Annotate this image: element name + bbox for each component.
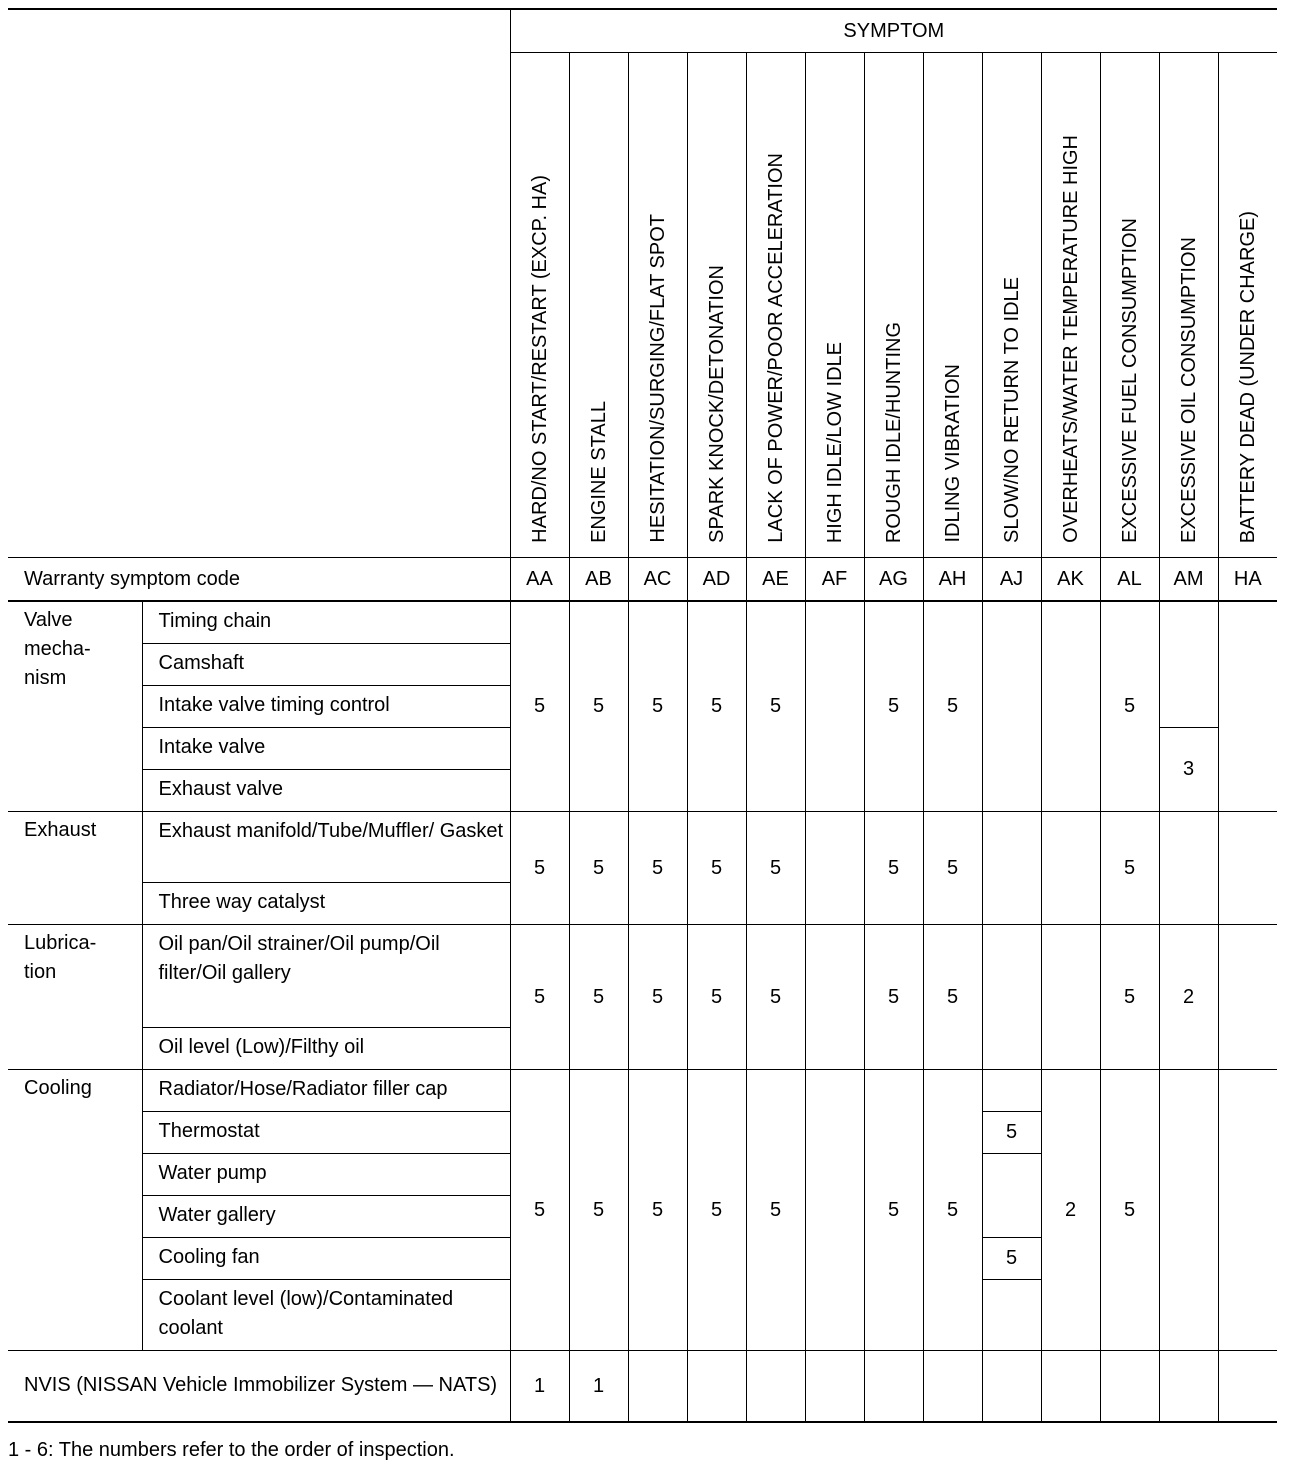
code-cell: AK	[1041, 558, 1100, 602]
column-header: LACK OF POWER/POOR ACCELERATION	[764, 153, 787, 543]
value-cell-empty	[982, 1153, 1041, 1237]
item-coolant-level: Coolant level (low)/Contaminated coolant	[142, 1279, 510, 1350]
value-cell: 5	[628, 601, 687, 811]
value-cell	[1041, 601, 1100, 811]
value-cell	[746, 1350, 805, 1422]
code-cell: AF	[805, 558, 864, 602]
item-three-way-catalyst: Three way catalyst	[142, 882, 510, 924]
item-radiator: Radiator/Hose/Radiator filler cap	[142, 1069, 510, 1111]
value-cell-empty	[982, 1279, 1041, 1350]
value-cell	[1218, 1350, 1277, 1422]
item-camshaft: Camshaft	[142, 643, 510, 685]
value-cell: 5	[864, 924, 923, 1069]
column-header: EXCESSIVE OIL CONSUMPTION	[1177, 237, 1200, 543]
value-cell: 5	[864, 1069, 923, 1350]
value-cell	[864, 1350, 923, 1422]
value-cell: 5	[1100, 601, 1159, 811]
column-header: EXCESSIVE FUEL CONSUMPTION	[1118, 218, 1141, 543]
value-cell	[982, 924, 1041, 1069]
value-cell: 5	[687, 811, 746, 924]
item-nvis: NVIS (NISSAN Vehicle Immobilizer System — NATS)	[8, 1350, 510, 1422]
group-name: Valve mecha-nism	[24, 609, 91, 689]
symptom-table	[8, 8, 1277, 1423]
value-cell	[1218, 924, 1277, 1069]
value-cell: 5	[687, 601, 746, 811]
code-cell: AB	[569, 558, 628, 602]
column-header: HARD/NO START/RESTART (EXCP. HA)	[528, 175, 551, 543]
column-header: SPARK KNOCK/DETONATION	[705, 265, 728, 543]
value-cell	[1041, 811, 1100, 924]
item-intake-valve-timing-control: Intake valve timing control	[142, 685, 510, 727]
value-cell: 5	[569, 1069, 628, 1350]
code-cell: AM	[1159, 558, 1218, 602]
value-cell	[1041, 924, 1100, 1069]
warranty-label: Warranty symptom code	[8, 558, 510, 602]
value-cell-empty	[1159, 601, 1218, 727]
value-cell: 2	[1159, 924, 1218, 1069]
column-header: IDLING VIBRATION	[941, 364, 964, 543]
value-cell-empty	[1218, 1069, 1277, 1350]
column-header: ENGINE STALL	[587, 401, 610, 543]
value-cell: 5	[510, 811, 569, 924]
value-cell: 5	[510, 601, 569, 811]
code-cell: AC	[628, 558, 687, 602]
code-cell: HA	[1218, 558, 1277, 602]
value-cell: 5	[746, 601, 805, 811]
code-cell: AE	[746, 558, 805, 602]
value-cell: 5	[1100, 811, 1159, 924]
value-cell	[1041, 1350, 1100, 1422]
group-lubrication	[8, 924, 142, 1069]
value-cell: 5	[864, 601, 923, 811]
code-cell: AG	[864, 558, 923, 602]
value-cell: 5	[746, 1069, 805, 1350]
footnote: 1 - 6: The numbers refer to the order of inspection.	[8, 1439, 455, 1461]
code-cell: AD	[687, 558, 746, 602]
group-exhaust: Exhaust	[8, 811, 142, 924]
value-cell	[805, 811, 864, 924]
value-cell: 5	[746, 924, 805, 1069]
value-cell	[923, 1350, 982, 1422]
warranty-code-row	[8, 558, 1277, 602]
column-header: SLOW/NO RETURN TO IDLE	[1000, 277, 1023, 543]
value-cell: 5	[864, 811, 923, 924]
code-cell: AA	[510, 558, 569, 602]
value-cell: 5	[923, 924, 982, 1069]
value-cell: 5	[982, 1237, 1041, 1279]
value-cell: 5	[510, 924, 569, 1069]
column-header: ROUGH IDLE/HUNTING	[882, 321, 905, 543]
value-cell: 3	[1159, 727, 1218, 811]
value-cell	[1159, 1350, 1218, 1422]
value-cell	[805, 1069, 864, 1350]
value-cell: 5	[923, 601, 982, 811]
value-cell	[805, 1350, 864, 1422]
value-cell: 5	[569, 924, 628, 1069]
code-cell: AL	[1100, 558, 1159, 602]
item-cooling-fan: Cooling fan	[142, 1237, 510, 1279]
item-water-pump: Water pump	[142, 1153, 510, 1195]
value-cell: 5	[1100, 1069, 1159, 1350]
value-cell-empty	[1218, 601, 1277, 811]
column-header: HESITATION/SURGING/FLAT SPOT	[646, 214, 669, 543]
item-water-gallery: Water gallery	[142, 1195, 510, 1237]
group-valve-mechanism	[8, 601, 142, 811]
value-cell	[982, 601, 1041, 811]
column-header: OVERHEATS/WATER TEMPERATURE HIGH	[1059, 135, 1082, 543]
code-cell: AH	[923, 558, 982, 602]
value-cell: 5	[569, 601, 628, 811]
value-cell: 1	[510, 1350, 569, 1422]
value-cell: 5	[746, 811, 805, 924]
code-cell: AJ	[982, 558, 1041, 602]
value-cell: 5	[982, 1111, 1041, 1153]
item-oil-level: Oil level (Low)/Filthy oil	[142, 1027, 510, 1069]
item-exhaust-manifold: Exhaust manifold/Tube/Muffler/ Gasket	[142, 811, 510, 882]
value-cell: 5	[923, 1069, 982, 1350]
column-header: BATTERY DEAD (UNDER CHARGE)	[1236, 210, 1259, 543]
item-thermostat: Thermostat	[142, 1111, 510, 1153]
item-exhaust-valve: Exhaust valve	[142, 769, 510, 811]
value-cell-empty	[982, 1069, 1041, 1111]
value-cell	[805, 601, 864, 811]
value-cell	[687, 1350, 746, 1422]
value-cell: 5	[510, 1069, 569, 1350]
value-cell: 5	[628, 1069, 687, 1350]
item-timing-chain: Timing chain	[142, 601, 510, 643]
value-cell: 5	[628, 811, 687, 924]
value-cell	[805, 924, 864, 1069]
value-cell: 5	[569, 811, 628, 924]
value-cell	[628, 1350, 687, 1422]
value-cell	[982, 811, 1041, 924]
value-cell: 2	[1041, 1069, 1100, 1350]
column-header: HIGH IDLE/LOW IDLE	[823, 341, 846, 543]
header-blank	[8, 9, 510, 558]
value-cell	[1100, 1350, 1159, 1422]
value-cell: 5	[687, 924, 746, 1069]
symptom-title: SYMPTOM	[510, 9, 1277, 53]
value-cell	[1218, 811, 1277, 924]
value-cell	[1159, 811, 1218, 924]
value-cell: 5	[628, 924, 687, 1069]
group-name: Lubrica-tion	[24, 931, 97, 983]
value-cell: 1	[569, 1350, 628, 1422]
value-cell: 5	[923, 811, 982, 924]
group-cooling: Cooling	[8, 1069, 142, 1350]
value-cell	[982, 1350, 1041, 1422]
item-oil-pan: Oil pan/Oil strainer/Oil pump/Oil filter/Oil gallery	[142, 924, 510, 1027]
value-cell: 5	[687, 1069, 746, 1350]
value-cell-empty	[1159, 1069, 1218, 1350]
item-intake-valve: Intake valve	[142, 727, 510, 769]
value-cell: 5	[1100, 924, 1159, 1069]
